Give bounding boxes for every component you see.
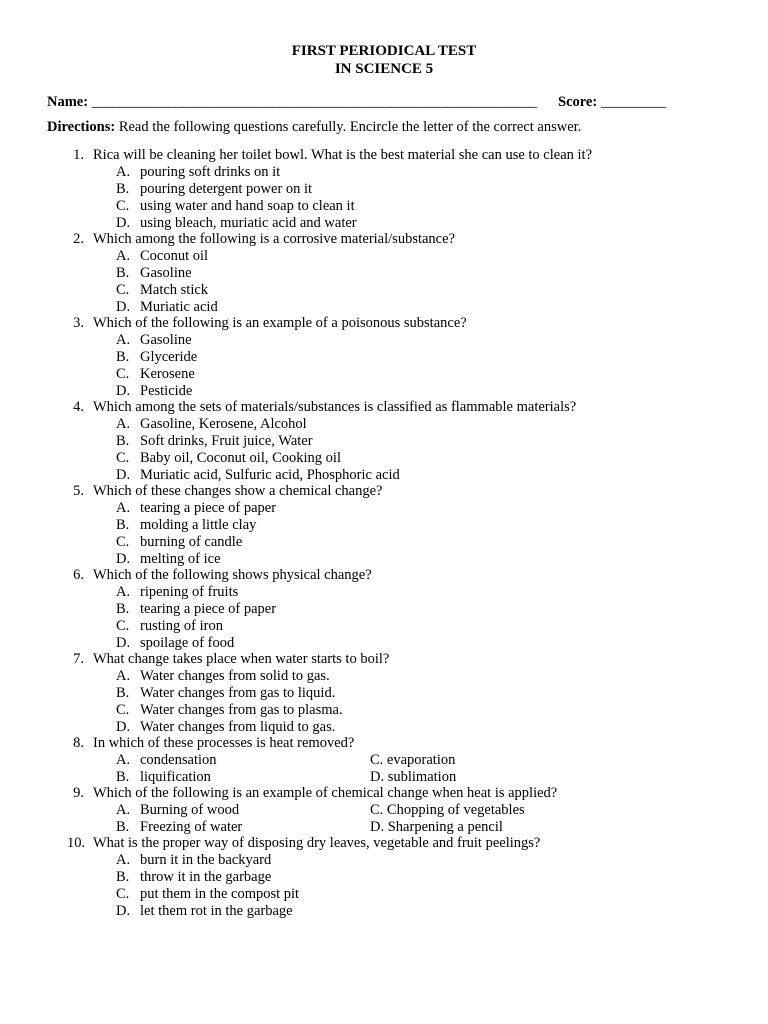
question-text: Which of these changes show a chemical change?: [93, 483, 383, 499]
choice[interactable]: [116, 164, 280, 181]
choice[interactable]: [370, 802, 525, 819]
question-text: Which among the sets of materials/substances is classified as flammable materials?: [93, 399, 577, 415]
choice-text: Freezing of water: [140, 819, 243, 835]
choice-text: Baby oil, Coconut oil, Cooking oil: [140, 450, 341, 466]
choice[interactable]: [116, 852, 271, 869]
directions: [47, 119, 581, 136]
directions-label: Directions:: [47, 119, 116, 135]
choice-letter[interactable]: A.: [116, 500, 131, 516]
choice[interactable]: [116, 769, 211, 786]
choice-text: Gasoline: [140, 265, 192, 281]
choice-text: spoilage of food: [140, 635, 235, 651]
choice-letter[interactable]: C.: [116, 534, 130, 550]
choice-letter[interactable]: C.: [116, 198, 130, 214]
choice[interactable]: [116, 433, 313, 450]
choice[interactable]: [116, 332, 192, 349]
choice[interactable]: [116, 450, 341, 467]
choice-letter[interactable]: D.: [116, 635, 131, 651]
name-label: Name:: [47, 94, 89, 110]
choice-text: burn it in the backyard: [140, 852, 272, 868]
score-blank[interactable]: _________: [600, 94, 667, 110]
choice-letter[interactable]: B.: [116, 819, 130, 835]
choice-text: Chopping of vegetables: [386, 802, 525, 818]
choice[interactable]: [116, 752, 217, 769]
choice[interactable]: [116, 299, 218, 316]
choice[interactable]: [116, 366, 195, 383]
choice-text: Water changes from solid to gas.: [140, 668, 330, 684]
question-text: In which of these processes is heat removed?: [93, 735, 355, 751]
name-blank[interactable]: ________________________________________________________________: [91, 94, 537, 110]
choice-letter[interactable]: A.: [116, 852, 131, 868]
choice[interactable]: [116, 719, 335, 736]
choice-letter[interactable]: D.: [116, 299, 131, 315]
choice[interactable]: [116, 534, 242, 551]
choice-letter[interactable]: B.: [116, 433, 130, 449]
question-text: Which of the following is an example of chemical change when heat is applied?: [93, 785, 558, 801]
choice[interactable]: [116, 467, 400, 484]
question-number: 1.: [73, 147, 84, 163]
choice-letter[interactable]: A.: [116, 248, 131, 264]
choice-letter[interactable]: B.: [116, 769, 130, 785]
choice[interactable]: [116, 668, 330, 685]
choice-letter[interactable]: D.: [116, 215, 131, 231]
choice[interactable]: [116, 349, 197, 366]
name-field[interactable]: [47, 94, 537, 111]
choice-text: burning of candle: [140, 534, 243, 550]
choice-letter[interactable]: A.: [116, 802, 131, 818]
choice-letter[interactable]: A.: [116, 164, 131, 180]
choice[interactable]: [116, 215, 357, 232]
choice-text: molding a little clay: [140, 517, 257, 533]
choice-letter[interactable]: D.: [116, 551, 131, 567]
choice-text: ripening of fruits: [140, 584, 239, 600]
choice-letter[interactable]: A.: [116, 668, 131, 684]
choice[interactable]: [116, 886, 299, 903]
choice-text: pouring detergent power on it: [140, 181, 313, 197]
choice-letter[interactable]: C.: [116, 618, 130, 634]
choice[interactable]: [116, 635, 234, 652]
choice[interactable]: [116, 198, 355, 215]
choice-text: rusting of iron: [140, 618, 223, 634]
choice-letter[interactable]: D.: [370, 769, 385, 785]
choice-text: Water changes from gas to liquid.: [140, 685, 336, 701]
question-number: 8.: [73, 735, 84, 751]
question-number: 10.: [67, 835, 86, 851]
choice-text: evaporation: [386, 752, 456, 768]
choice-letter[interactable]: C.: [116, 702, 130, 718]
choice-text: let them rot in the garbage: [140, 903, 293, 919]
choice[interactable]: [116, 702, 343, 719]
test-subtitle: IN SCIENCE 5: [334, 61, 434, 77]
choice[interactable]: [116, 265, 192, 282]
choice-text: Pesticide: [140, 383, 193, 399]
question-number: 4.: [73, 399, 84, 415]
choice-text: melting of ice: [140, 551, 221, 567]
choice[interactable]: [370, 769, 456, 786]
choice-text: Kerosene: [140, 366, 195, 382]
choice[interactable]: [370, 752, 455, 769]
choice-text: Burning of wood: [140, 802, 240, 818]
choice-text: liquification: [140, 769, 211, 785]
choice-text: Muriatic acid: [140, 299, 218, 315]
choice[interactable]: [116, 181, 312, 198]
choice-letter[interactable]: D.: [116, 467, 131, 483]
choice-text: Water changes from liquid to gas.: [140, 719, 336, 735]
test-title: FIRST PERIODICAL TEST: [291, 43, 477, 59]
choice-text: put them in the compost pit: [140, 886, 300, 902]
choice-text: sublimation: [387, 769, 457, 785]
choice-letter[interactable]: B.: [116, 601, 130, 617]
choice-letter[interactable]: B.: [116, 869, 130, 885]
choice[interactable]: [116, 500, 276, 517]
choice[interactable]: [116, 819, 242, 836]
score-field[interactable]: [558, 94, 666, 111]
choice-text: Coconut oil: [140, 248, 209, 264]
choice[interactable]: [116, 416, 307, 433]
choice-text: Muriatic acid, Sulfuric acid, Phosphoric acid: [140, 467, 400, 483]
choice-text: Match stick: [140, 282, 209, 298]
choice-text: throw it in the garbage: [140, 869, 272, 885]
choice[interactable]: [116, 517, 256, 534]
choice[interactable]: [116, 383, 192, 400]
choice-letter[interactable]: D.: [370, 819, 385, 835]
choice-text: tearing a piece of paper: [140, 500, 277, 516]
choice-letter[interactable]: D.: [116, 383, 131, 399]
question-number: 9.: [73, 785, 84, 801]
choice-letter[interactable]: A.: [116, 332, 131, 348]
choice[interactable]: [116, 282, 208, 299]
choice-letter[interactable]: C.: [116, 282, 130, 298]
choice-letter[interactable]: B.: [116, 265, 130, 281]
choice-text: pouring soft drinks on it: [140, 164, 281, 180]
choice-text: using bleach, muriatic acid and water: [140, 215, 357, 231]
choice-text: condensation: [140, 752, 217, 768]
choice-letter[interactable]: C.: [116, 366, 130, 382]
question-number: 2.: [73, 231, 84, 247]
choice-text: Gasoline: [140, 332, 192, 348]
question-number: 3.: [73, 315, 84, 331]
choice-letter[interactable]: B.: [116, 517, 130, 533]
choice[interactable]: [116, 551, 221, 568]
choice-text: Sharpening a pencil: [387, 819, 503, 835]
question-text: What change takes place when water starts to boil?: [93, 651, 390, 667]
choice[interactable]: [116, 685, 335, 702]
question-text: Rica will be cleaning her toilet bowl. What is the best material she can use to clean it?: [93, 147, 593, 163]
choice-text: Soft drinks, Fruit juice, Water: [140, 433, 313, 449]
choice-letter[interactable]: D.: [116, 719, 131, 735]
question-number: 7.: [73, 651, 84, 667]
choice[interactable]: [116, 618, 223, 635]
question-number: 5.: [73, 483, 84, 499]
choice-letter[interactable]: A.: [116, 416, 131, 432]
choice-text: tearing a piece of paper: [140, 601, 277, 617]
choice[interactable]: [116, 869, 271, 886]
choice[interactable]: [116, 903, 293, 920]
score-label: Score:: [558, 94, 598, 110]
choice-letter[interactable]: C.: [370, 752, 384, 768]
choice-letter[interactable]: C.: [116, 886, 130, 902]
question-text: What is the proper way of disposing dry leaves, vegetable and fruit peelings?: [93, 835, 541, 851]
choice[interactable]: [116, 248, 208, 265]
choice-letter[interactable]: A.: [116, 752, 131, 768]
choice-letter[interactable]: C.: [116, 450, 130, 466]
directions-text: Read the following questions carefully. Encircle the letter of the correct answer.: [115, 119, 582, 135]
choice[interactable]: [116, 802, 239, 819]
choice-text: Gasoline, Kerosene, Alcohol: [140, 416, 307, 432]
choice[interactable]: [370, 819, 503, 836]
choice[interactable]: [116, 601, 276, 618]
choice-letter[interactable]: C.: [370, 802, 384, 818]
choice-text: using water and hand soap to clean it: [140, 198, 355, 214]
choice-letter[interactable]: B.: [116, 181, 130, 197]
choice[interactable]: [116, 584, 238, 601]
choice-letter[interactable]: A.: [116, 584, 131, 600]
choice-text: Water changes from gas to plasma.: [140, 702, 343, 718]
choice-letter[interactable]: D.: [116, 903, 131, 919]
question-number: 6.: [73, 567, 84, 583]
choice-text: Glyceride: [140, 349, 198, 365]
choice-letter[interactable]: B.: [116, 685, 130, 701]
question-text: Which of the following shows physical change?: [93, 567, 372, 583]
choice-letter[interactable]: B.: [116, 349, 130, 365]
question-text: Which of the following is an example of a poisonous substance?: [93, 315, 467, 331]
question-text: Which among the following is a corrosive material/substance?: [93, 231, 455, 247]
